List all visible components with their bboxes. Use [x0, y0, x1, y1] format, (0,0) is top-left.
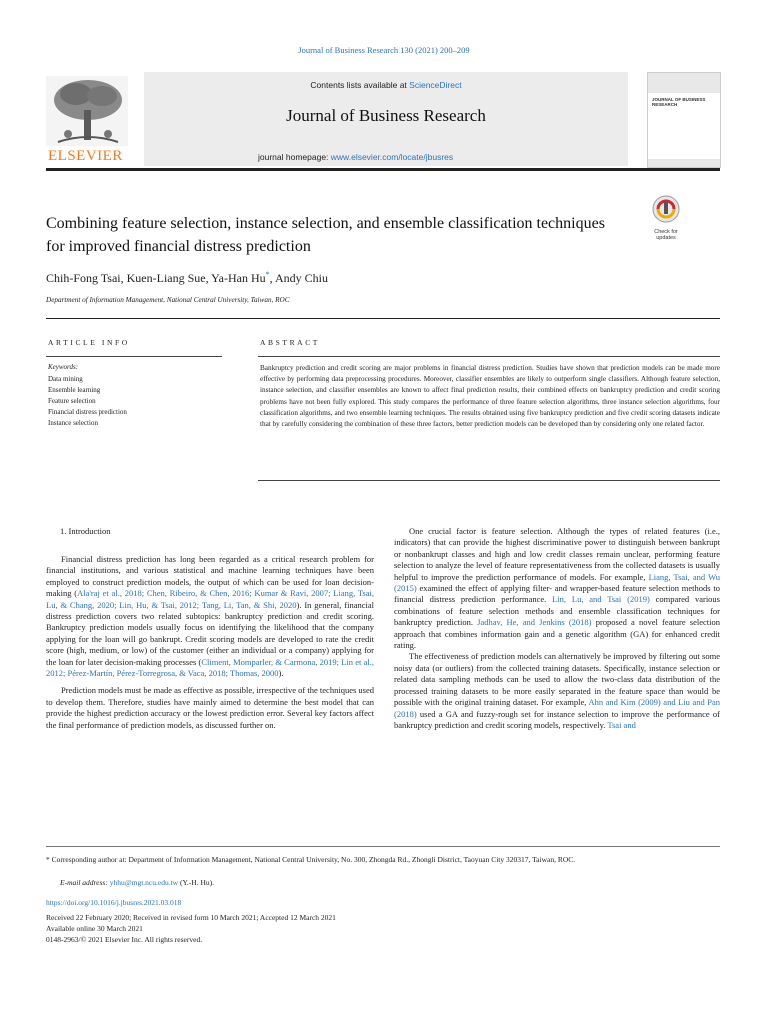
citation-link[interactable]: Tsai and	[607, 719, 636, 730]
body-paragraph	[46, 554, 374, 679]
author-1[interactable]: Chih-Fong Tsai	[46, 271, 121, 285]
citation-link[interactable]: Ala'raj et al., 2018; Chen, Ribeiro, & Chen, 2016; Kumar & Ravi, 2007; Liang, Tsai, Lu, & Chang, 2020; Lin, Hu, & Tsai, 2012; Tang, Li, Tan, & Shi, 2020	[46, 588, 374, 610]
homepage-prefix: journal homepage:	[258, 152, 331, 162]
check-updates-label: Check for updates	[654, 229, 678, 241]
journal-cover-thumbnail[interactable]	[647, 72, 721, 168]
abstract-rule	[258, 356, 720, 357]
citation-link[interactable]: Climent, Momparler, & Carmona, 2019; Lin et al., 2012; Pérez-Martín, Pérez-Torregrosa, & Vaca, 2018; Thomas, 2000	[46, 656, 374, 679]
section-heading-introduction: 1. Introduction	[60, 526, 111, 536]
cover-title: JOURNAL OF BUSINESS RESEARCH	[652, 97, 706, 107]
email-label: E-mail address:	[60, 878, 110, 887]
email-line	[60, 878, 214, 887]
paragraph-text: ).	[278, 668, 284, 679]
paragraph-text: One crucial factor is feature selection. Although the types of related features (i.e., indicators) that can provide the highest discriminative power to distinguish between bankrupt or nonbankrupt classes and high and low credit classes remain unclear, performing feature selection to analyze the level of feature representativeness from the collected datasets is usually helpful to improve the prediction performance of models. For example,	[394, 526, 720, 582]
corresponding-mark[interactable]: *	[265, 270, 270, 279]
available-online: Available online 30 March 2021	[46, 924, 143, 933]
author-2[interactable]: Kuen-Liang Sue	[126, 271, 206, 285]
article-info-heading: ARTICLE INFO	[48, 338, 130, 347]
paragraph-text: proposed a novel feature selection approach that combines information gain and a genetic algorithm (GA) for enhanced credit rating.	[394, 617, 720, 651]
body-paragraph: Prediction models must be made as effective as possible, irrespective of the techniques used to develop them. Therefore, studies have mainly aimed to determine the best model that can provide the highest prediction accuracy or the lowest prediction error. Several key factors affect the final performance of prediction models, as discussed further on.	[46, 685, 374, 730]
citation-link[interactable]: Jadhav, He, and Jenkins (2018)	[477, 617, 592, 628]
keywords-list	[48, 374, 127, 429]
keyword-item: Ensemble learning	[48, 386, 101, 394]
author-list: Chih-Fong Tsai, Kuen-Liang Sue, Ya-Han Hu*, Andy Chiu	[46, 270, 328, 285]
abstract-bottom-rule	[258, 480, 720, 481]
cover-bottom-band	[648, 159, 720, 167]
copyright: 0148-2963/© 2021 Elsevier Inc. All rights reserved.	[46, 935, 203, 944]
sciencedirect-link[interactable]: ScienceDirect	[409, 80, 462, 90]
citation-link[interactable]: Liang, Tsai, and Wu (2015)	[394, 571, 720, 594]
paragraph-text: compared various combinations of feature selection methods and ensemble classification techniques for bankruptcy prediction.	[394, 594, 720, 628]
body-paragraph	[394, 651, 720, 731]
doi-link[interactable]: https://doi.org/10.1016/j.jbusres.2021.03.018	[46, 898, 182, 907]
email-suffix: (Y.-H. Hu).	[178, 878, 214, 887]
keyword-item: Instance selection	[48, 419, 98, 427]
section-rule	[46, 318, 720, 319]
paragraph-text: ). In general, financial distress prediction covers two related subtopics: bankruptcy prediction and credit scoring. Bankruptcy prediction models usually focus on identifying the likelihood that the company applying for the loan will go bankrupt. Credit scoring models are developed to rate the credit score (high, medium, or low) of the customer (either an individual or a company) applying for the loan for later decision-making processes (	[46, 599, 374, 667]
corresponding-author-footnote: * Corresponding author at: Department of Information Management, National Central University, No. 300, Zhongda Rd., Zhongli District, Taoyuan City 320317, Taiwan, ROC.	[46, 855, 576, 864]
email-link[interactable]: yhhu@mgt.ncu.edu.tw	[109, 878, 179, 887]
homepage-link[interactable]: www.elsevier.com/locate/jbusres	[330, 152, 454, 162]
body-column-left	[46, 554, 374, 731]
body-column-right	[394, 526, 720, 731]
footnote-rule	[46, 846, 720, 847]
affiliation: Department of Information Management, National Central University, Taiwan, ROC	[46, 296, 290, 304]
header-rule	[46, 168, 720, 171]
paragraph-text: examined the effect of applying filter- and wrapper-based feature selection methods to financial distress prediction performance.	[394, 583, 720, 605]
article-history	[46, 912, 336, 945]
citation-link[interactable]: Lin, Lu, and Tsai (2019)	[552, 594, 650, 605]
keyword-item: Data mining	[48, 375, 83, 383]
keyword-item: Financial distress prediction	[48, 408, 127, 416]
contents-line	[144, 80, 628, 90]
body-paragraph	[394, 526, 720, 651]
check-for-updates-button[interactable]	[648, 194, 684, 241]
journal-reference-link[interactable]: Journal of Business Research 130 (2021) 200–209	[298, 45, 470, 55]
author-4[interactable]: Andy Chiu	[274, 271, 328, 285]
keyword-item: Feature selection	[48, 397, 96, 405]
abstract-heading: ABSTRACT	[260, 338, 320, 347]
journal-title: Journal of Business Research	[286, 106, 486, 125]
author-3[interactable]: Ya-Han Hu	[211, 271, 266, 285]
paragraph-text: The effectiveness of prediction models can alternatively be improved by filtering out some noisy data (or outliers) from the collected training datasets. Specifically, instance selection or related data sampling methods can be used to allow the two-class data distribution of the processed training datasets to be more easily separated in the feature space than would be possible with the original training dataset. For example,	[394, 651, 720, 708]
paragraph-text: Financial distress prediction has long been regarded as a critical research problem for financial institutions, and various statistical and machine learning techniques have been employed to construct prediction models, the output of which can be used for loan decision-making (	[46, 554, 374, 599]
cover-top-band	[648, 73, 720, 93]
homepage-line	[258, 152, 453, 162]
elsevier-wordmark: ELSEVIER	[48, 148, 123, 164]
keywords-label: Keywords:	[48, 363, 79, 371]
article-info-rule	[46, 356, 222, 357]
citation-link[interactable]: Ahn and Kim (2009) and Liu and Pan (2018)	[394, 697, 720, 719]
received-dates: Received 22 February 2020; Received in revised form 10 March 2021; Accepted 12 March 2021	[46, 913, 336, 922]
paragraph-text: used a GA and fuzzy-rough set for instance selection to improve the performance of bankruptcy prediction and credit scoring models, respectively.	[394, 708, 720, 730]
paper-title: Combining feature selection, instance selection, and ensemble classification techniques for improved financial distress prediction	[46, 215, 605, 255]
contents-prefix: Contents lists available at	[310, 80, 410, 90]
check-updates-icon	[648, 194, 684, 224]
abstract-text: Bankruptcy prediction and credit scoring are major problems in financial distress prediction. Studies have shown that prediction models can be made more effective by performing data preprocessing procedures. Moreover, classifier ensembles are likely to outperform single classifiers. Although feature selection, instance selection, and classifier ensembles are known to affect final prediction results, their combined effects on bankruptcy prediction and credit scoring problems have not been fully explored. This study compares the performance of three feature selection algorithms, three instance selection algorithms, four classification algorithms, and two ensemble learning techniques. The results obtained using five bankruptcy prediction and five credit scoring datasets indicate that by carefully considering the combination of these three factors, better prediction models can be developed than by considering only one related factor.	[260, 364, 720, 429]
